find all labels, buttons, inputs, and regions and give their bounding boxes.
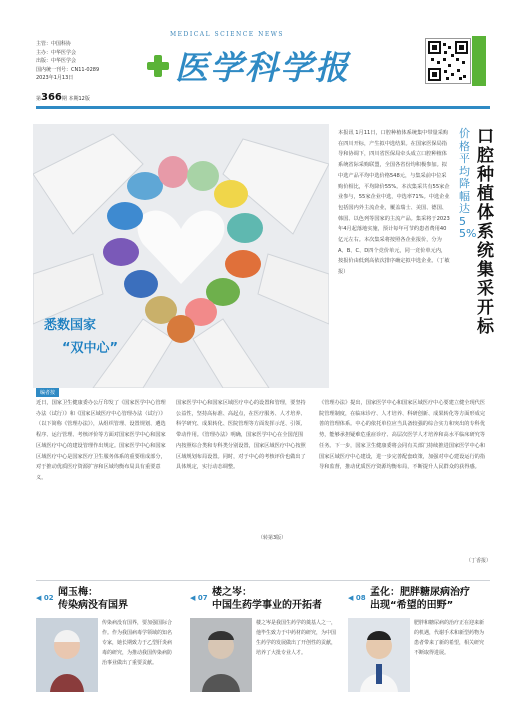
page-badge: ◀ 08: [348, 594, 366, 602]
hero-title-line2: “双中心”: [62, 341, 119, 356]
qr-code-icon: [425, 38, 471, 84]
article-column-2: 国家医学中心和国家区域医疗中心的设置和管理，要坚持公益性，坚持高标准、高起点，在医疗服务、人才培养、科学研究、成果转化、医院管理等方面发挥示范、引领、带动作用。《管理办法》明确，国家医学中心在全国范围内按照综合类和专科类分别设置，国家区域医疗中心按照区域规划布局设置。同时，对于中心的考核评价也做出了具体规定，实行动态调整。: [176, 400, 306, 471]
hero-title-line1: 悉数国家: [44, 318, 97, 333]
article-column-3: 《管理办法》提出，国家医学中心和国家区域医疗中心要建立健全现代医院管理制度，在临床诊疗、人才培养、科研创新、成果转化等方面形成完善的管理体系。中心的依托单位应当具备较强的综合实力和突出的专科优势，能够承担疑难危重症诊疗、高层次医学人才培养和高水平临床研究等任务。下一步，国家卫生健康委将会同有关部门持续推进国家医学中心和国家区域医疗中心建设，进一步完善配套政策，加强对中心建设运行的指导和监督，推动优质医疗资源均衡布局，不断提升人民群众的获得感。: [319, 400, 486, 471]
teaser-card[interactable]: [348, 586, 490, 716]
teaser-title: 楼之岑： 中国生药学事业的开拓者: [212, 587, 322, 611]
teaser-text: 肥胖和糖尿病的治疗正在迎来新的机遇，代谢手术和新型药物为患者带来了新的希望，相关研究不断取得进展。: [414, 620, 485, 656]
teaser-text: 传染病没有国界，要加强国际合作。作为我国病毒学领域的知名专家，她长期致力于乙型肝炎病毒的研究，为推动我国传染病防治事业做出了重要贡献。: [102, 620, 173, 666]
side-story-body: 本报讯 1月11日，口腔种植体系统集中带量采购在四川开标，产生拟中选结果。在国家医保局指导和协调下，四川省医保局牵头成立口腔种植体系统省际采购联盟，全国各省份均积极参加。拟中选产品平均中选价格548元，与集采前中位采购价相比，平均降价55%。本次集采共有55家企业参与，55家企业中选，中选率71%。中选企业包括国内外主流企业，覆盖瑞士、美国、德国、韩国、以色列等国家的主流产品。集采将于2023年4月起落地实施，预计每年可节约患者费用40亿元左右。本次集采将按照各企业报价，分为A、B、C、D四个竞价单元，同一竞价单元内，按报价由低到高依次排序确定拟中选企业。（丁敏报）: [338, 130, 450, 276]
teaser-card[interactable]: [36, 586, 178, 716]
teaser-title: 闻玉梅： 传染病没有国界: [58, 587, 128, 611]
host-line: 主办：中华医学会: [36, 49, 77, 56]
byline-note: （丁香报）: [466, 558, 492, 564]
portrait-photo: [36, 618, 98, 692]
editor-note-tag: 编者按: [36, 388, 59, 397]
logo-english: MEDICAL SCIENCE NEWS: [170, 31, 285, 38]
article-column-1: 近日，国家卫生健康委办公厅印发了《国家医学中心管理办法（试行）》和《国家区域医疗中心管理办法（试行）》（以下简称《管理办法》），从组织管理、设置规划、遴选程序、运行管理、考核评价等方面对国家医学中心和国家区域医疗中心的建设管理作出规定。国家医学中心和国家区域医疗中心是国家医疗卫生服务体系的重要组成部分，对于推动优质医疗资源扩容和区域均衡布局具有重要意义。: [36, 400, 166, 481]
side-story-headline: 口腔种植体系统集采开标: [477, 127, 494, 337]
page-badge: ◀ 02: [36, 594, 54, 602]
sponsor-line: 主管：中国科协: [36, 41, 72, 47]
medical-cross-icon: [147, 55, 169, 77]
logo-chinese: 医学科学报: [175, 48, 350, 87]
cn-line: 国内统一刊号：CN11-0289: [36, 66, 100, 73]
portrait-photo: [190, 618, 252, 692]
publisher-line: 出版：中华医学会: [36, 58, 77, 65]
qr-side-strip: [472, 36, 486, 86]
masthead-info: [36, 40, 126, 83]
teaser-title: 孟化：肥胖糖尿病治疗 出现“希望的田野”: [370, 587, 470, 611]
teaser-card[interactable]: [190, 586, 340, 716]
issue-number: 第366期 本期12版: [36, 92, 90, 103]
page-badge: ◀ 07: [190, 594, 208, 602]
teaser-text: 楼之岑是我国生药学的奠基人之一，他毕生致力于中药材的研究，为中国生药学的发展做出了开创性的贡献，培养了大批专业人才。: [256, 620, 337, 656]
continued-note: （转第3版）: [258, 535, 287, 541]
portrait-photo: [348, 618, 410, 692]
date-line: 2023年1月13日: [36, 75, 74, 82]
masthead-divider: [36, 106, 490, 109]
side-story-subhead: 价格平均降幅达55%: [459, 127, 477, 240]
teaser-divider: [36, 580, 490, 581]
